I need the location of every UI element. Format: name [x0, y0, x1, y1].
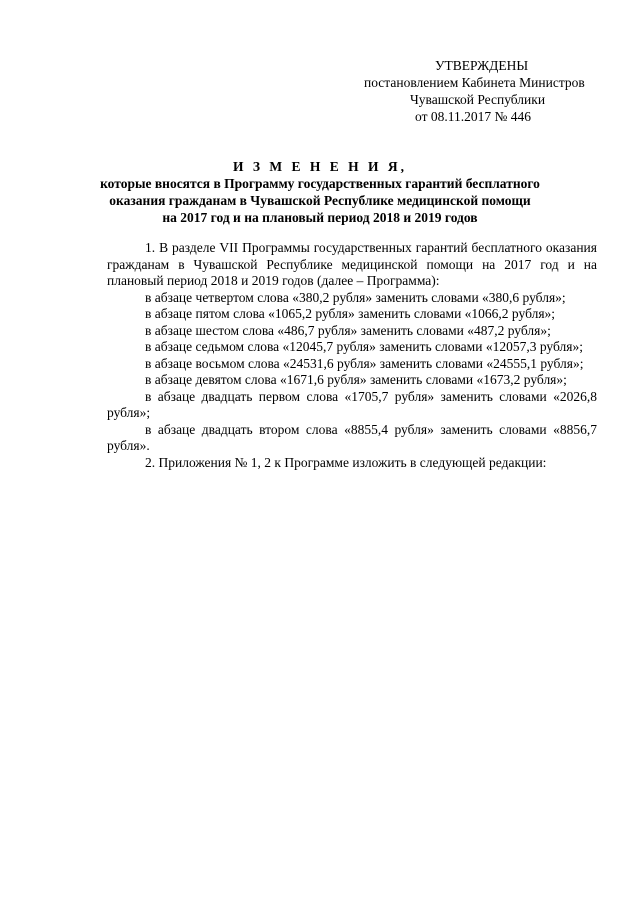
- body-paragraph: в абзаце девятом слова «1671,6 рубля» заменить словами «1673,2 рубля»;: [145, 372, 567, 387]
- document-title: [100, 158, 540, 226]
- approval-republic: Чувашской Республики: [410, 92, 546, 107]
- title-line: оказания гражданам в Чувашской Республике медицинской помощи: [109, 193, 531, 208]
- body-paragraph: в абзаце шестом слова «486,7 рубля» заменить словами «487,2 рубля»;: [145, 322, 551, 338]
- body-paragraph: в абзаце седьмом слова «12045,7 рубля» заменить словами «12057,3 рубля»;: [145, 339, 583, 354]
- approval-date-number: от 08.11.2017 № 446: [415, 109, 531, 124]
- title-line: на 2017 год и на плановый период 2018 и 2019 годов: [162, 210, 478, 225]
- body-paragraph: 1. В разделе VII Программы государственных гарантий бесплатного оказания гражданам в Чувашской Республике медицинской помощи на 2017 год и на плановый период 2018 и 2019 годов (далее – Программа):: [107, 240, 597, 288]
- body-paragraph: в абзаце пятом слова «1065,2 рубля» заменить словами «1066,2 рубля»;: [145, 306, 556, 321]
- approval-title: УТВЕРЖДЕНЫ: [435, 58, 529, 73]
- body-paragraph: 2. Приложения № 1, 2 к Программе изложить в следующей редакции:: [145, 454, 547, 470]
- body-paragraph: в абзаце двадцать втором слова «8855,4 рубля» заменить словами «8856,7 рубля».: [107, 421, 597, 453]
- body-paragraph: в абзаце двадцать первом слова «1705,7 рубля» заменить словами «2026,8 рубля»;: [107, 388, 597, 420]
- body-paragraph: в абзаце восьмом слова «24531,6 рубля» заменить словами «24555,1 рубля»;: [145, 355, 584, 371]
- document-body: [107, 240, 597, 471]
- body-paragraph: в абзаце четвертом слова «380,2 рубля» заменить словами «380,6 рубля»;: [145, 289, 566, 305]
- title-heading: И З М Е Н Е Н И Я,: [232, 159, 407, 174]
- approval-authority: постановлением Кабинета Министров: [364, 75, 585, 90]
- approval-stamp: [340, 57, 610, 125]
- title-line: которые вносятся в Программу государственных гарантий бесплатного: [100, 176, 540, 191]
